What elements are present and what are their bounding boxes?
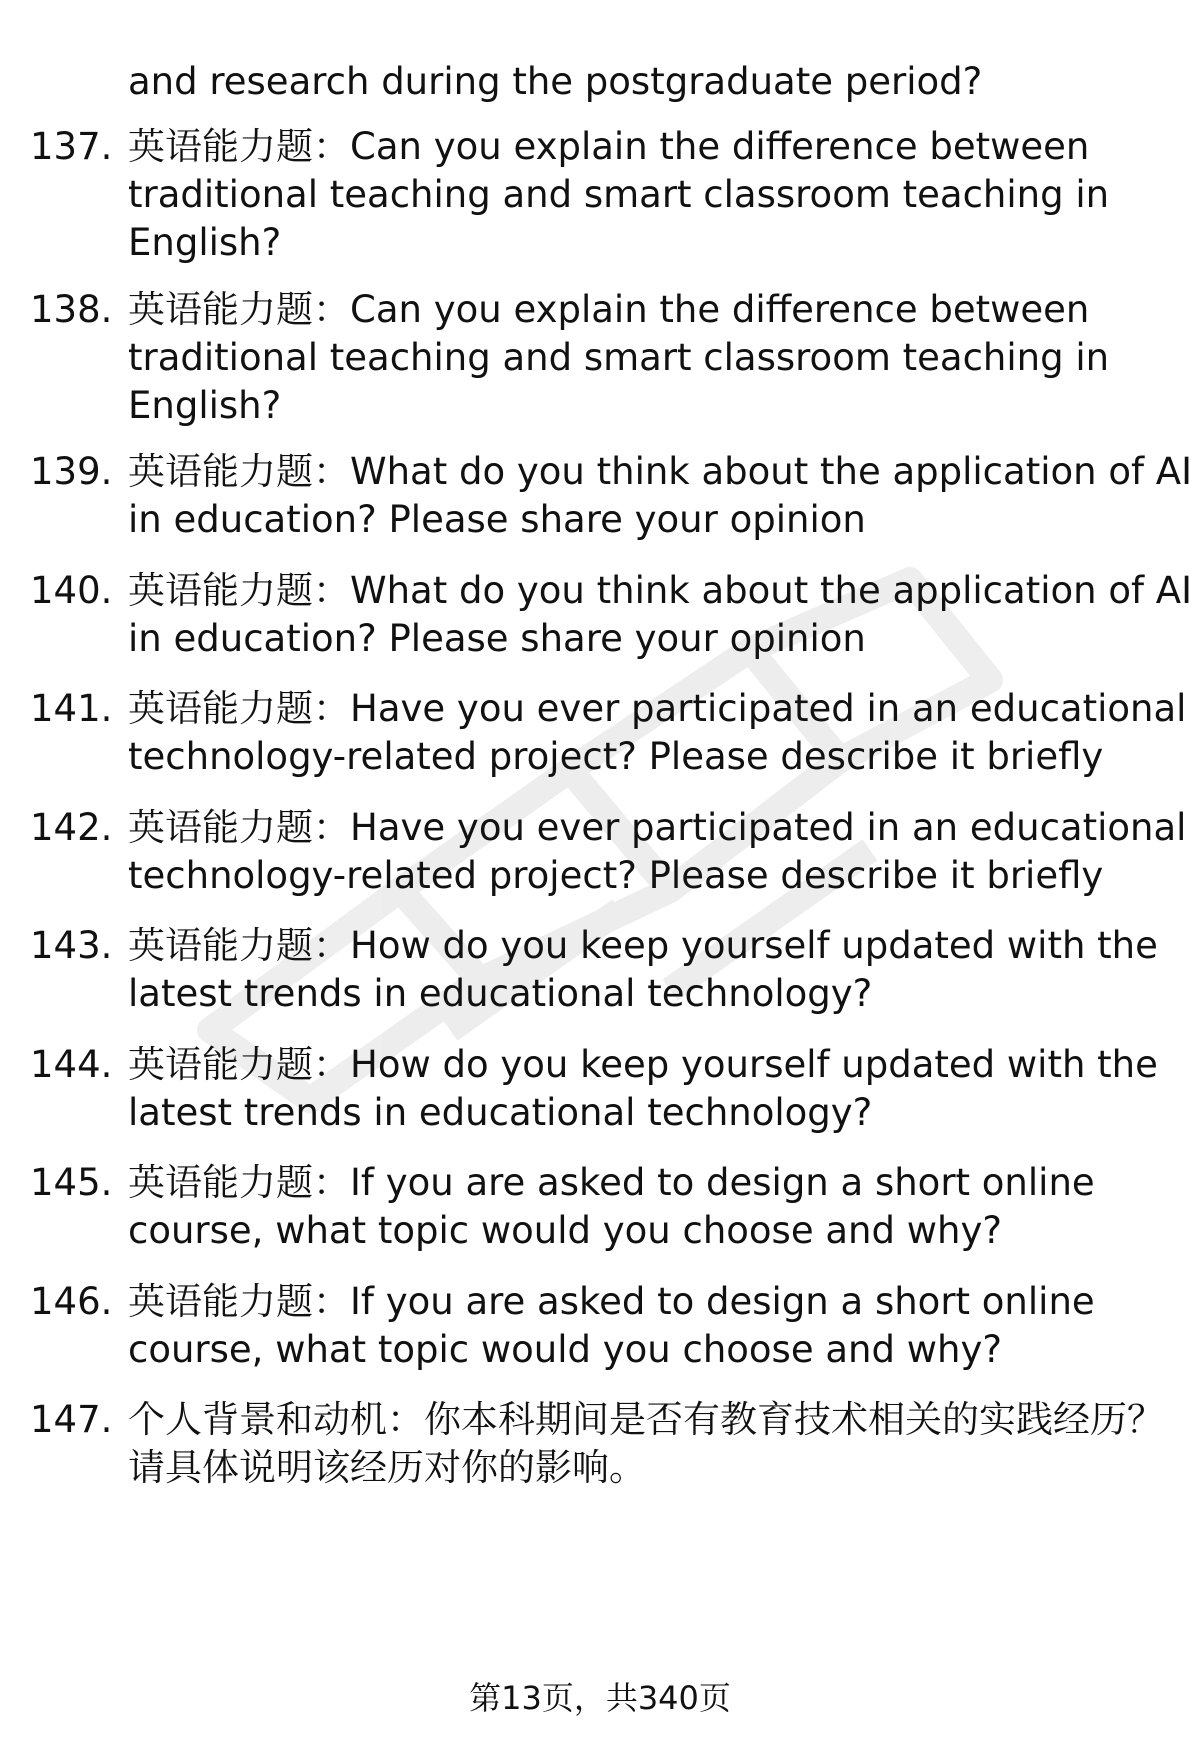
item-text bbox=[128, 1278, 1158, 1374]
item-text bbox=[128, 123, 1158, 267]
item-text-line: 英语能力题：If you are asked to design a short online bbox=[128, 1161, 1095, 1204]
item-text-line: course, what topic would you choose and why? bbox=[128, 1328, 1002, 1371]
item-number: 138. bbox=[30, 288, 113, 331]
item-number: 141. bbox=[30, 687, 113, 730]
item-text-line: in education? Please share your opinion bbox=[128, 617, 866, 660]
item-text-line: in education? Please share your opinion bbox=[128, 498, 866, 541]
item-text-line: 英语能力题：Have you ever participated in an educational bbox=[128, 806, 1187, 849]
item-text-line: 英语能力题：What do you think about the application of AI bbox=[128, 450, 1192, 493]
item-text-line: latest trends in educational technology? bbox=[128, 1091, 873, 1134]
page-footer: 第13页，共340页 bbox=[469, 1679, 731, 1717]
item-text-line: traditional teaching and smart classroom teaching in bbox=[128, 173, 1110, 216]
item-number: 143. bbox=[30, 924, 113, 967]
item-text-line: course, what topic would you choose and why? bbox=[128, 1209, 1002, 1252]
item-text bbox=[128, 286, 1158, 430]
item-text bbox=[128, 804, 1187, 900]
item-text bbox=[128, 685, 1187, 781]
item-text-line: 请具体说明该经历对你的影响。 bbox=[128, 1446, 646, 1489]
item-text-line: 英语能力题：What do you think about the application of AI bbox=[128, 569, 1192, 612]
item-text-line: traditional teaching and smart classroom teaching in bbox=[128, 336, 1110, 379]
item-text bbox=[128, 1396, 1164, 1492]
item-text-line: 英语能力题：How do you keep yourself updated with the bbox=[128, 1043, 1158, 1086]
item-text bbox=[128, 922, 1158, 1018]
item-text-line: 英语能力题：Have you ever participated in an educational bbox=[128, 687, 1187, 730]
item-number: 144. bbox=[30, 1043, 113, 1086]
item-text bbox=[128, 1041, 1158, 1137]
item-text bbox=[128, 1159, 1158, 1255]
item-text-line: 个人背景和动机：你本科期间是否有教育技术相关的实践经历？ bbox=[128, 1398, 1164, 1441]
item-number: 140. bbox=[30, 569, 113, 612]
item-text-line: 英语能力题：Can you explain the difference between bbox=[128, 125, 1090, 168]
item-number: 137. bbox=[30, 125, 113, 168]
item-text-line: English? bbox=[128, 384, 282, 427]
item-number: 146. bbox=[30, 1280, 113, 1323]
item-number: 145. bbox=[30, 1161, 113, 1204]
item-text-line: 英语能力题：If you are asked to design a short online bbox=[128, 1280, 1095, 1323]
item-text-line: technology-related project? Please describe it briefly bbox=[128, 735, 1104, 778]
continuation-text: and research during the postgraduate period? bbox=[128, 60, 983, 103]
item-text-line: technology-related project? Please describe it briefly bbox=[128, 854, 1104, 897]
item-text-line: latest trends in educational technology? bbox=[128, 972, 873, 1015]
item-number: 142. bbox=[30, 806, 113, 849]
item-number: 147. bbox=[30, 1398, 113, 1441]
item-text-line: English? bbox=[128, 221, 282, 264]
item-number: 139. bbox=[30, 450, 113, 493]
item-text bbox=[128, 567, 1192, 663]
item-text-line: 英语能力题：How do you keep yourself updated with the bbox=[128, 924, 1158, 967]
item-text-line: 英语能力题：Can you explain the difference between bbox=[128, 288, 1090, 331]
item-text bbox=[128, 448, 1192, 544]
